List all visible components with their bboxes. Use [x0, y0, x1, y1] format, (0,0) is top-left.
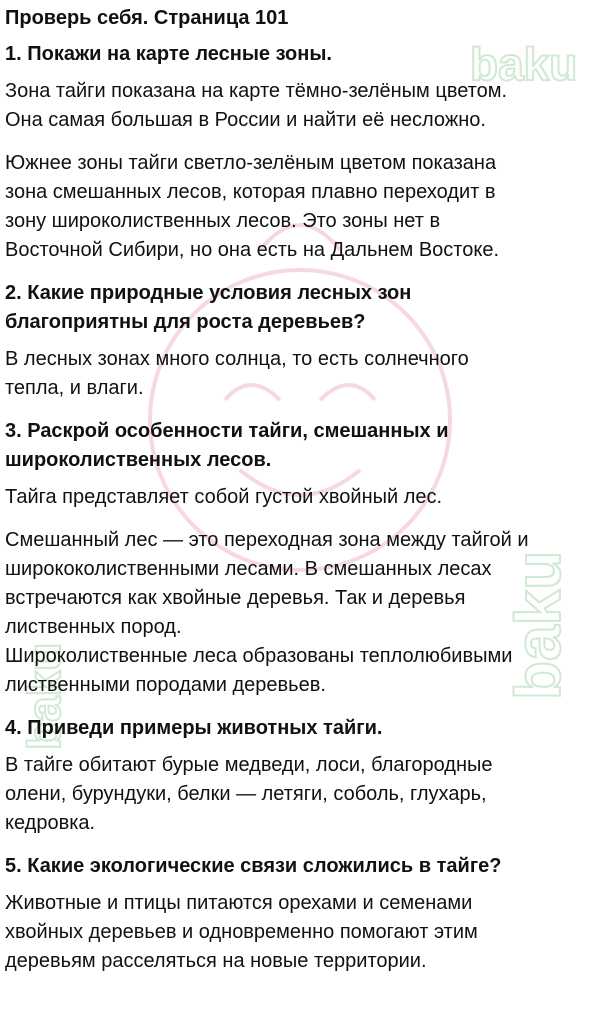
watermark-text-3: baku: [18, 642, 70, 750]
answer-2-1: В лесных зонах много солнца, то есть солнечного тепла, и влаги.: [5, 348, 469, 399]
answer-4-1: В тайге обитают бурые медведи, лоси, благородные олени, бурундуки, белки — летяги, соболь, глухарь, кедровка.: [5, 754, 493, 834]
section-1: [5, 40, 600, 265]
answer-1-1: Зона тайги показана на карте тёмно-зелёным цветом. Она самая большая в России и найти её несложно.: [5, 80, 508, 131]
answer-3-1: Тайга представляет собой густой хвойный лес.: [5, 486, 443, 508]
question-5: 5. Какие экологические связи сложились в тайге?: [5, 855, 502, 877]
answer-1-2: Южнее зоны тайги светло-зелёным цветом показана зона смешанных лесов, которая плавно переходит в зону широколиственных лесов. Это зоны нет в Восточной Сибири, но она есть на Дальнем Востоке.: [5, 152, 500, 261]
question-1: 1. Покажи на карте лесные зоны.: [5, 43, 332, 65]
answer-3-3: Широколиственные леса образованы теплолюбивыми лиственными породами деревьев.: [5, 645, 513, 696]
watermark-text-2: baku: [502, 550, 574, 700]
answer-5-1: Животные и птицы питаются орехами и семенами хвойных деревьев и одновременно помогают этим деревьям расселяться на новые территории.: [5, 892, 478, 972]
watermark-text-1: baku: [470, 38, 578, 90]
section-4: [5, 714, 600, 838]
section-2: [5, 279, 600, 403]
section-3: [5, 417, 600, 700]
page-title: Проверь себя. Страница 101: [5, 7, 289, 29]
question-4: 4. Приведи примеры животных тайги.: [5, 717, 383, 739]
question-2: 2. Какие природные условия лесных зон благоприятны для роста деревьев?: [5, 282, 412, 333]
section-5: [5, 852, 600, 976]
question-3: 3. Раскрой особенности тайги, смешанных и широколиственных лесов.: [5, 420, 449, 471]
answer-3-2: Смешанный лес — это переходная зона между тайгой и ширококолиственными лесами. В смешанных лесах встречаются как хвойные деревья. Так и деревья лиственных пород.: [5, 529, 529, 638]
